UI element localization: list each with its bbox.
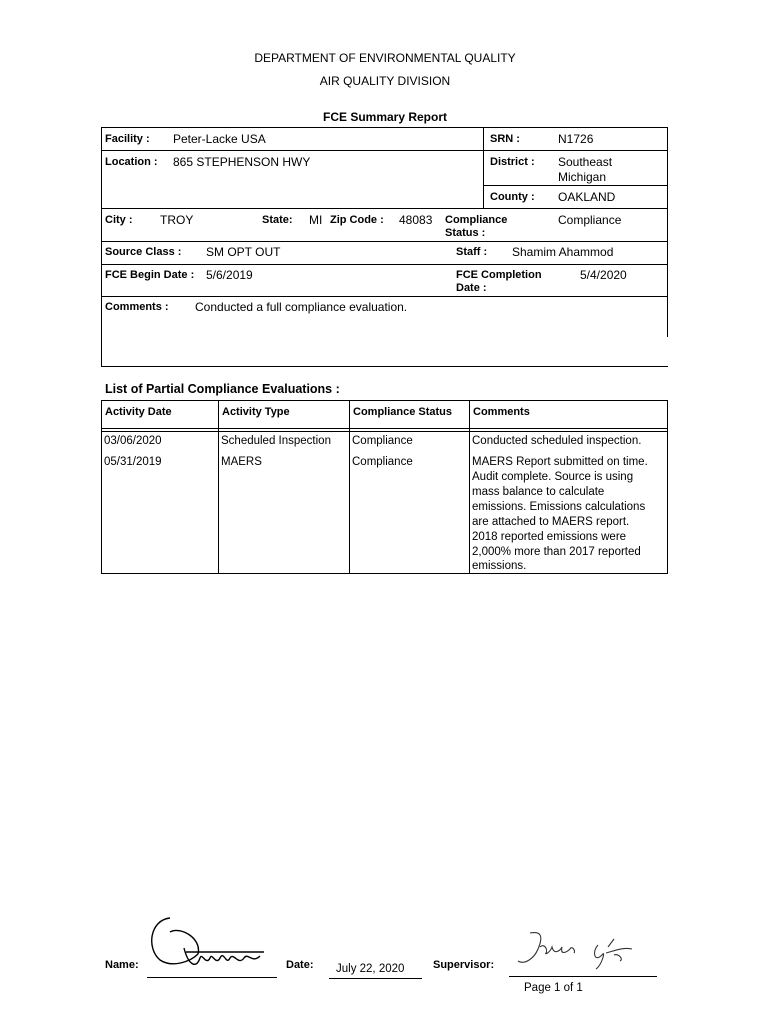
supervisor-label: Supervisor:	[433, 959, 495, 971]
division-heading: AIR QUALITY DIVISION	[319, 74, 451, 88]
name-signature-image	[140, 908, 275, 976]
city-value: TROY	[160, 213, 194, 227]
fce-begin-value: 5/6/2019	[206, 268, 253, 282]
pce-row-comment-line: 2,000% more than 2017 reported	[472, 546, 641, 558]
supervisor-signature-line	[509, 976, 657, 977]
county-label: County :	[490, 191, 535, 203]
pce-row-status: Compliance	[352, 435, 413, 447]
pce-row-type: MAERS	[221, 456, 262, 468]
pce-row-comment-line: Audit complete. Source is using	[472, 471, 634, 483]
pce-row-type: Scheduled Inspection	[221, 435, 331, 447]
pce-row-comment: Conducted scheduled inspection.	[472, 435, 642, 447]
fce-completion-value: 5/4/2020	[580, 268, 627, 282]
fce-completion-label-line1: FCE Completion	[456, 269, 542, 281]
name-label: Name:	[105, 959, 139, 971]
name-signature-line	[147, 977, 277, 978]
pce-row-comment-line: emissions.	[472, 560, 527, 572]
comments-value: Conducted a full compliance evaluation.	[195, 300, 408, 314]
source-class-value: SM OPT OUT	[206, 245, 281, 259]
date-value: July 22, 2020	[336, 963, 405, 975]
page-number: Page 1 of 1	[524, 982, 583, 994]
facility-label: Facility :	[105, 133, 150, 145]
district-value-line2: Michigan	[558, 170, 607, 184]
date-label: Date:	[286, 959, 314, 971]
district-label: District :	[490, 156, 535, 168]
pce-row-comment-line: 2018 reported emissions were	[472, 531, 627, 543]
pce-header-comments: Comments	[473, 406, 530, 418]
supervisor-signature-image	[510, 925, 650, 975]
report-title: FCE Summary Report	[322, 110, 448, 124]
pce-row-status: Compliance	[352, 456, 413, 468]
pce-header-activity-type: Activity Type	[222, 406, 290, 418]
pce-header-activity-date: Activity Date	[105, 406, 172, 418]
county-value: OAKLAND	[558, 190, 616, 204]
srn-label: SRN :	[490, 133, 520, 145]
fce-completion-label-line2: Date :	[456, 282, 487, 294]
location-label: Location :	[105, 156, 158, 168]
staff-label: Staff :	[456, 246, 488, 258]
pce-row-date: 03/06/2020	[104, 435, 162, 447]
pce-row-comment-line: mass balance to calculate	[472, 486, 605, 498]
pce-row-comment-line: are attached to MAERS report.	[472, 516, 630, 528]
district-value-line1: Southeast	[558, 155, 613, 169]
source-class-label: Source Class :	[105, 246, 182, 258]
zip-label: Zip Code :	[330, 214, 384, 226]
city-label: City :	[105, 214, 133, 226]
srn-value: N1726	[558, 132, 594, 146]
state-value: MI	[309, 213, 323, 227]
compliance-status-value: Compliance	[558, 213, 622, 227]
pce-row-comment-line: emissions. Emissions calculations	[472, 501, 646, 513]
pce-title: List of Partial Compliance Evaluations :	[105, 382, 340, 396]
pce-row-comment-line: MAERS Report submitted on time.	[472, 456, 648, 468]
staff-value: Shamim Ahammod	[512, 245, 614, 259]
fce-begin-label: FCE Begin Date :	[105, 269, 195, 281]
zip-value: 48083	[399, 213, 433, 227]
compliance-status-label-line2: Status :	[445, 227, 486, 239]
date-line	[329, 978, 422, 979]
pce-header-compliance-status: Compliance Status	[353, 406, 453, 418]
facility-value: Peter-Lacke USA	[173, 132, 266, 146]
pce-row-date: 05/31/2019	[104, 456, 162, 468]
state-label: State:	[262, 214, 293, 226]
department-heading: DEPARTMENT OF ENVIRONMENTAL QUALITY	[254, 51, 516, 65]
location-value: 865 STEPHENSON HWY	[173, 155, 311, 169]
comments-label: Comments :	[105, 301, 169, 313]
compliance-status-label-line1: Compliance	[445, 214, 508, 226]
